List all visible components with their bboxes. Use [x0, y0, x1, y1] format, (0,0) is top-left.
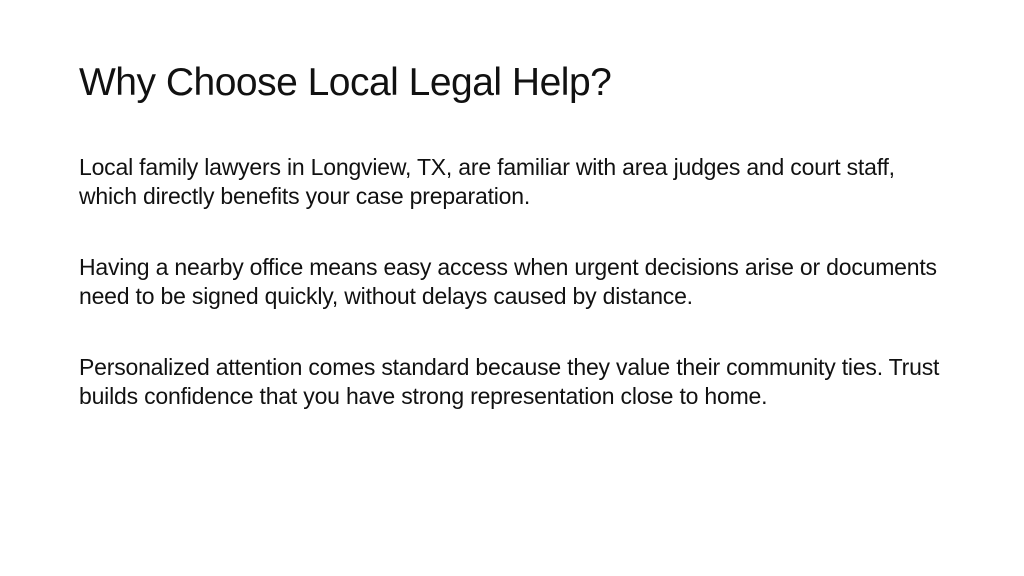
slide-title: Why Choose Local Legal Help?: [79, 61, 612, 104]
paragraph-personalized-attention: Personalized attention comes standard because they value their community ties. Trust builds confidence that you have strong representation close to home.: [79, 354, 940, 409]
paragraph-local-familiarity: Local family lawyers in Longview, TX, are familiar with area judges and court staff, which directly benefits your case preparation.: [79, 154, 895, 209]
slide-body: [79, 153, 949, 453]
paragraph-nearby-office: Having a nearby office means easy access when urgent decisions arise or documents need to be signed quickly, without delays caused by distance.: [79, 254, 937, 309]
